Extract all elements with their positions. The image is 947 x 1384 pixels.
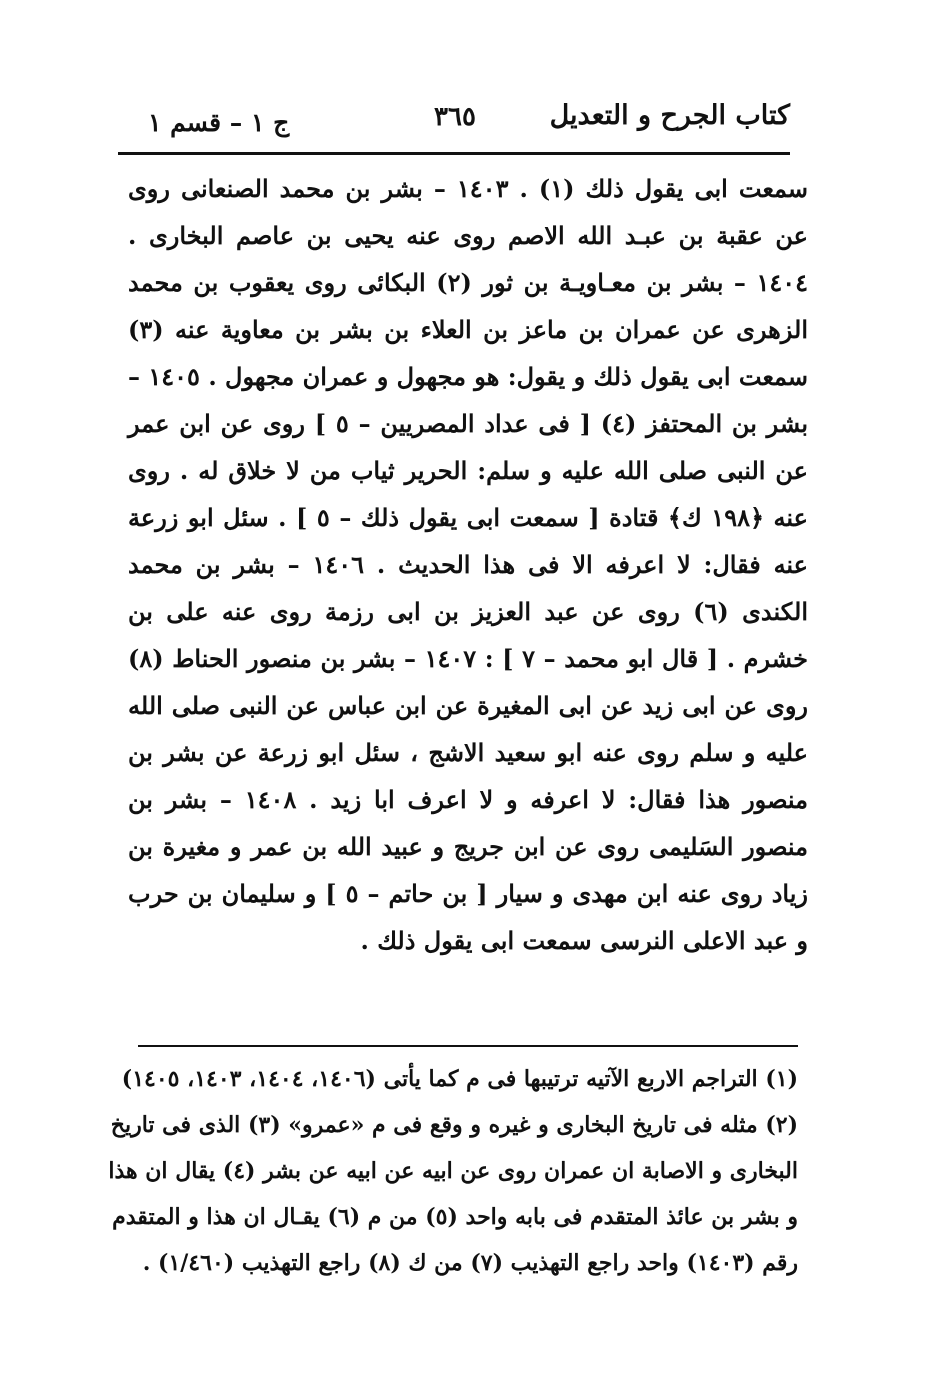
text-line: عنه يحيى بن عاصم البخارى . bbox=[128, 221, 441, 250]
entry-1403-line: ١٤٠٣ – بشر بن محمد الصنعانى روى عن عقبة بن عبـد الله الاصم روى bbox=[128, 174, 808, 250]
entry-1407-line: ١٤٠٧ – بشر بن منصور الحناط (٨) روى عن ابى زيد عن ابى المغيرة bbox=[128, 644, 809, 720]
footnote-line: رقم (١٤٠٣) واحد راجع التهذيب (٧) من ك (٨) راجع التهذيب (١/٤٦٠) . bbox=[142, 1250, 798, 1276]
volume-part: ج ١ – قسم ١ bbox=[148, 108, 290, 137]
footnote-rule bbox=[138, 1045, 798, 1047]
footnote-line: البخارى و الاصابة ان عمران روى عن ابيه عن ابيه عن بشر (٤) يقال ان هذا bbox=[108, 1158, 798, 1184]
text-line: عمر عن النبى صلى الله عليه و سلم: الحرير ثياب من لا خلاق له . روى bbox=[128, 409, 808, 485]
main-text bbox=[128, 165, 808, 964]
footnote-line: (٢) مثله فى تاريخ البخارى و غيره و وقع فى م «عمرو» (٣) الذى فى تاريخ bbox=[110, 1112, 798, 1138]
book-title: كتاب الجرح و التعديل bbox=[549, 100, 790, 131]
text-line: و سليمان بن حرب و عبد الاعلى النرسى سمعت ابى يقول ذلك . bbox=[128, 879, 808, 955]
text-line: ابا زيد . bbox=[309, 785, 395, 814]
text-line: عنه فقال: لا اعرفه الا فى هذا الحديث . bbox=[376, 550, 808, 579]
running-header bbox=[120, 100, 790, 150]
text-line: سمعت ابى يقول ذلك (١) . bbox=[519, 174, 808, 203]
text-line: عنه ﴿١٩٨ ك﴾ قتادة [ سمعت ابى يقول ذلك – ٥ ] . سئل ابو زرعة bbox=[128, 503, 808, 532]
header-rule bbox=[118, 152, 790, 155]
entry-1406-line: ١٤٠٦ – بشر بن محمد الكندى (٦) روى عن عبد العزيز بن ابى رزمة bbox=[128, 550, 808, 626]
text-line: عمر و مغيرة بن زياد روى عنه ابن مهدى و سيار [ بن حاتم – ٥ ] bbox=[128, 832, 808, 908]
text-line: ابى يقول ذلك و يقول: هو مجهول و عمران مجهول . bbox=[208, 362, 731, 391]
footnote-line: (١) التراجم الاربع الآتيه ترتيبها فى م كما يأتى (١٤٠٦، ١٤٠٤، ١٤٠٣، ١٤٠٥) bbox=[121, 1066, 798, 1092]
page-number: ٣٦٥ bbox=[434, 102, 476, 132]
text-line: روى عنه على بن خشرم . [ قال ابو محمد – ٧ ] : bbox=[128, 597, 808, 673]
entry-1404-line: ١٤٠٤ – بشر بن معـاويـة بن ثور (٢) البكائى روى يعقوب بن محمد bbox=[128, 268, 809, 297]
entry-1405-line: ١٤٠٥ – بشر بن المحتفز (٤) [ فى عداد المصريين – ٥ ] روى عن ابن bbox=[128, 362, 808, 438]
footnotes bbox=[108, 1056, 798, 1286]
text-line: الزهرى عن عمران بن ماعز بن العلاء بن بشر بن معاوية عنه (٣) سمعت bbox=[128, 315, 809, 391]
text-line: سئل ابو زرعة عن بشر بن منصور هذا فقال: لا اعرفه و لا اعرف bbox=[128, 738, 808, 814]
text-line: عن ابن عباس عن النبى صلى الله عليه و سلم روى عنه ابو سعيد الاشج ، bbox=[128, 691, 808, 767]
entry-1408-line: ١٤٠٨ – بشر بن منصور السَليمى روى عن ابن جريج و عبيد الله بن bbox=[128, 785, 808, 861]
footnote-line: و بشر بن عائذ المتقدم فى بابه واحد (٥) من م (٦) يقـال ان هذا و المتقدم bbox=[112, 1204, 798, 1230]
